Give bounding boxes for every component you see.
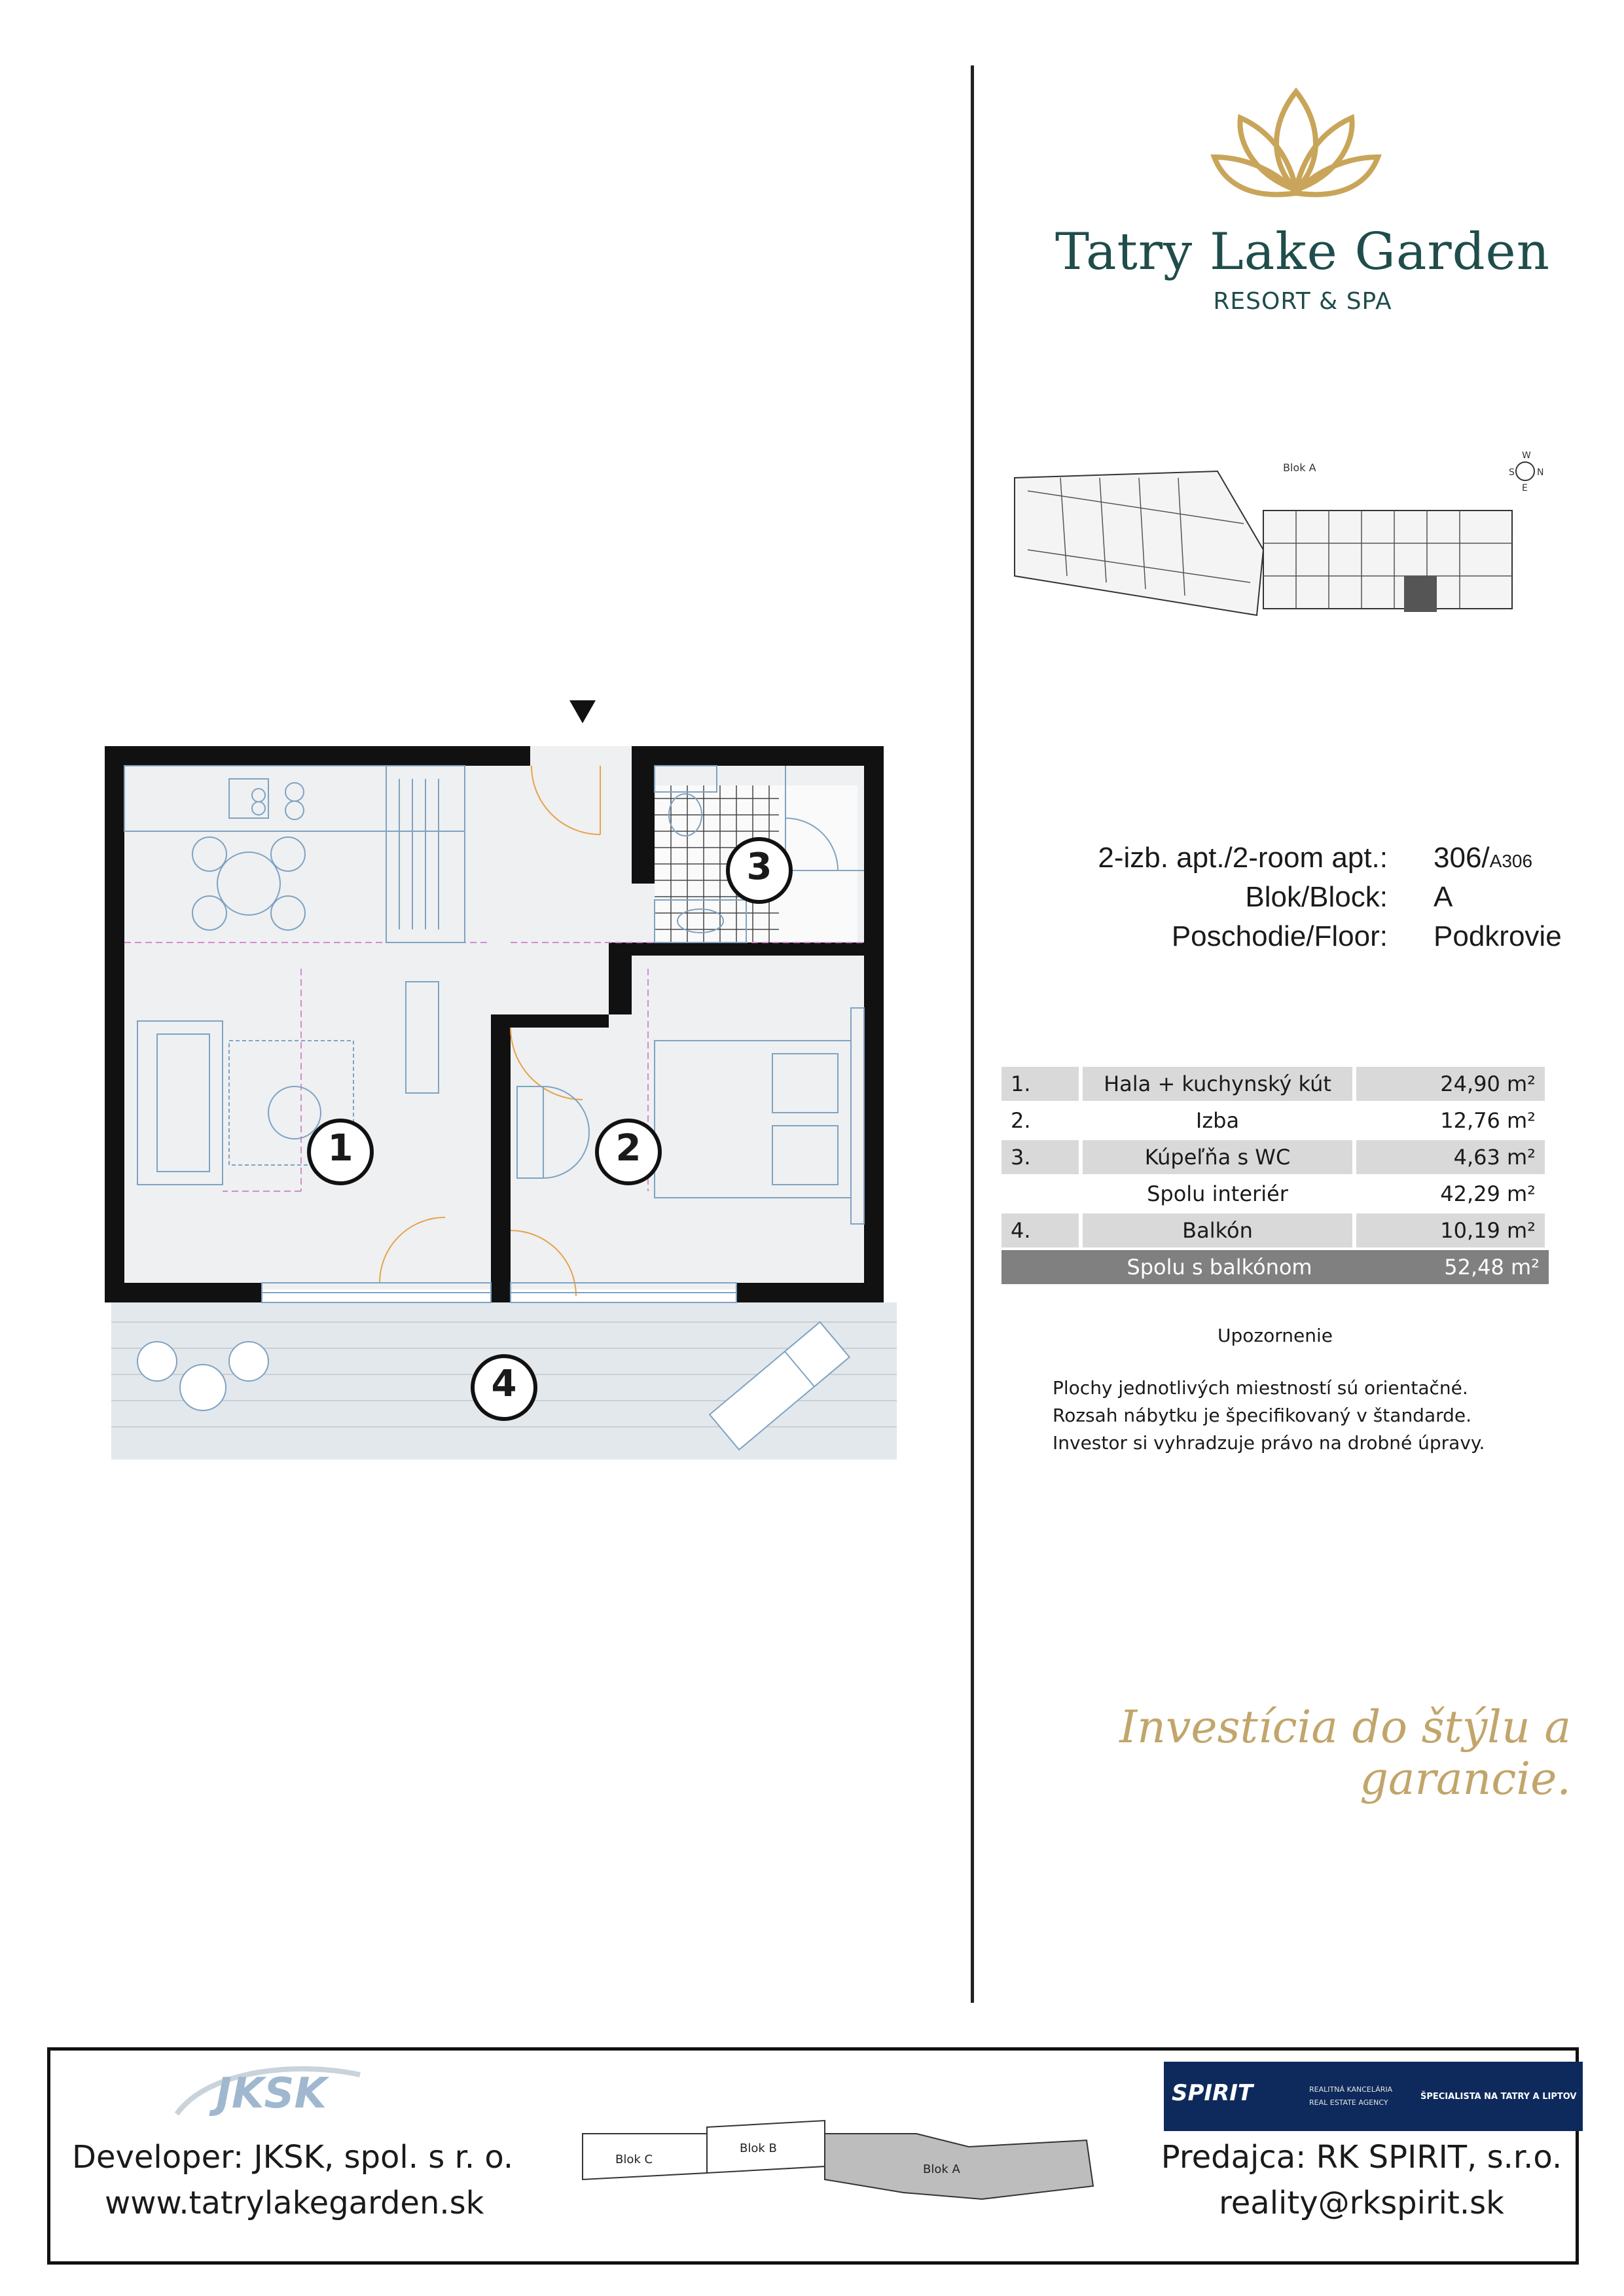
slogan: Investícia do štýlu a garancie. bbox=[1119, 1702, 1571, 1805]
developer-line: Developer: JKSK, spol. s r. o. bbox=[72, 2139, 514, 2176]
row-number: 1. bbox=[1001, 1067, 1083, 1101]
table-row bbox=[1001, 1213, 1549, 1247]
compass-n: N bbox=[1537, 467, 1544, 478]
room-area: 12,76 m² bbox=[1356, 1103, 1549, 1138]
apt-number: 306/ bbox=[1434, 842, 1490, 874]
apt-type-value bbox=[1434, 842, 1624, 874]
compass-icon bbox=[1516, 462, 1534, 480]
developer-website[interactable]: www.tatrylakegarden.sk bbox=[105, 2185, 484, 2221]
room-name: Kúpeľňa s WC bbox=[1083, 1140, 1356, 1174]
floor-plan bbox=[98, 694, 910, 1538]
compass-s: S bbox=[1509, 467, 1515, 478]
compass-w: W bbox=[1522, 452, 1531, 461]
room-name: Spolu interiér bbox=[1083, 1177, 1356, 1211]
compass-e: E bbox=[1522, 483, 1528, 493]
room-number-4: 4 bbox=[491, 1363, 517, 1405]
spirit-tagline-2: REAL ESTATE AGENCY bbox=[1309, 2098, 1388, 2107]
notice-line: Plochy jednotlivých miestností sú orientačné. bbox=[1053, 1377, 1468, 1399]
table-row bbox=[1001, 1177, 1549, 1211]
room-name: Balkón bbox=[1083, 1213, 1356, 1247]
table-row bbox=[1001, 1140, 1549, 1174]
spirit-tagline-1: REALITNÁ KANCELÁRIA bbox=[1309, 2085, 1393, 2094]
room-number-2: 2 bbox=[615, 1127, 641, 1170]
block-value: A bbox=[1434, 881, 1453, 913]
room-area: 10,19 m² bbox=[1356, 1213, 1549, 1247]
notice-line: Rozsah nábytku je špecifikovaný v štandarde. bbox=[1053, 1405, 1472, 1426]
block-a-label: Blok A bbox=[923, 2162, 960, 2176]
entrance-arrow bbox=[569, 700, 596, 723]
vertical-divider bbox=[971, 65, 974, 2003]
apt-type-label: 2-izb. apt./2-room apt.: bbox=[1098, 842, 1388, 874]
total-name: Spolu s balkónom bbox=[1083, 1250, 1356, 1284]
room-area: 24,90 m² bbox=[1356, 1067, 1549, 1101]
row-number: 3. bbox=[1001, 1140, 1083, 1174]
logo-title: Tatry Lake Garden bbox=[1055, 223, 1550, 281]
jksk-logo bbox=[170, 2055, 367, 2127]
floor-value: Podkrovie bbox=[1434, 920, 1562, 952]
apt-code: A306 bbox=[1489, 851, 1533, 871]
notice-title: Upozornenie bbox=[1218, 1325, 1333, 1346]
site-plan bbox=[1008, 452, 1564, 628]
seller-email[interactable]: reality@rkspirit.sk bbox=[1219, 2185, 1504, 2221]
seller-line: Predajca: RK SPIRIT, s.r.o. bbox=[1161, 2139, 1562, 2176]
table-row bbox=[1001, 1067, 1549, 1101]
room-name: Izba bbox=[1083, 1103, 1356, 1138]
table-row-total bbox=[1001, 1250, 1549, 1284]
row-number: 2. bbox=[1001, 1103, 1083, 1138]
floor-label: Poschodie/Floor: bbox=[1171, 920, 1388, 952]
total-area: 52,48 m² bbox=[1356, 1250, 1549, 1284]
jksk-logo-text: JKSK bbox=[216, 2070, 327, 2118]
row-number bbox=[1001, 1177, 1083, 1211]
highlighted-unit bbox=[1404, 576, 1437, 612]
room-number-1: 1 bbox=[327, 1127, 353, 1170]
blocks-map bbox=[576, 2108, 1100, 2212]
room-area: 42,29 m² bbox=[1356, 1177, 1549, 1211]
notice-line: Investor si vyhradzuje právo na drobné úpravy. bbox=[1053, 1432, 1485, 1454]
siteplan-block-label: Blok A bbox=[1283, 461, 1316, 474]
room-area: 4,63 m² bbox=[1356, 1140, 1549, 1174]
block-b-label: Blok B bbox=[740, 2142, 777, 2155]
spirit-tagline-3: ŠPECIALISTA NA TATRY A LIPTOV bbox=[1420, 2092, 1577, 2102]
logo-subtitle: RESORT & SPA bbox=[1213, 288, 1392, 315]
areas-table bbox=[1001, 1064, 1549, 1287]
room-number-3: 3 bbox=[746, 846, 772, 888]
block-label: Blok/Block: bbox=[1245, 881, 1388, 913]
block-c-label: Blok C bbox=[615, 2153, 653, 2166]
table-row bbox=[1001, 1103, 1549, 1138]
spirit-logo-text: SPIRIT bbox=[1172, 2080, 1254, 2106]
row-number: 4. bbox=[1001, 1213, 1083, 1247]
room-name: Hala + kuchynský kút bbox=[1083, 1067, 1356, 1101]
